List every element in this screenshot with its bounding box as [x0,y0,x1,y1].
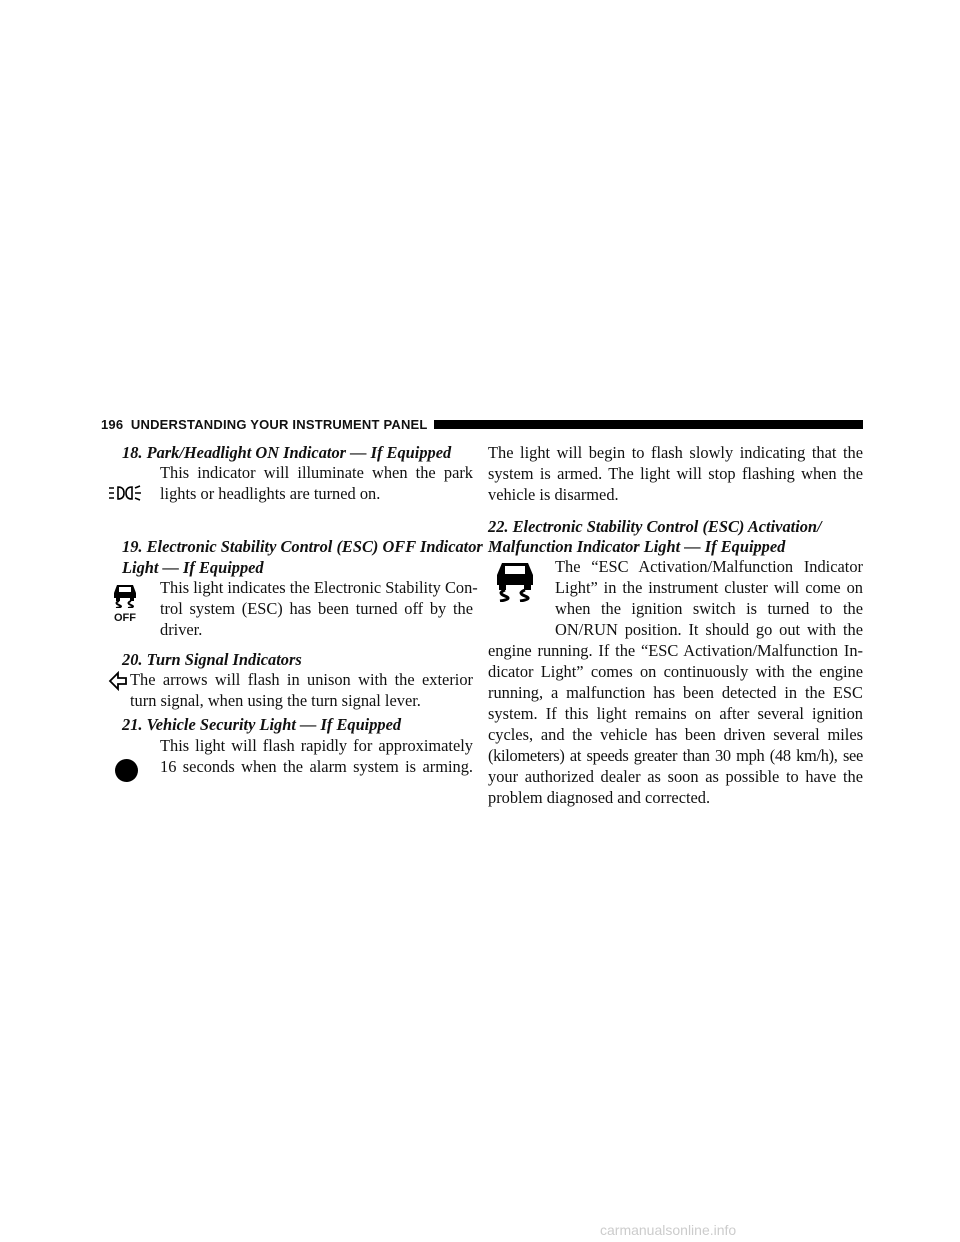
item-22-line: problem diagnosed and corrected. [488,788,711,807]
page-number: 196 [101,417,124,432]
security-light-icon [115,759,138,782]
esc-off-icon [108,582,142,624]
item-22-title: Malfunction Indicator Light — If Equipped [488,537,786,556]
item-19-title: 19. Electronic Stability Control (ESC) OFF Indicator [122,537,483,556]
item-22-line: engine running. If the “ESC Activation/Malfunction In- [488,641,863,660]
item-22-line: when the ignition switch is turned to the [555,599,863,618]
item-20-line: The arrows will flash in unison with the exterior [130,670,473,689]
item-19-line: trol system (ESC) has been turned off by the [160,599,473,618]
park-headlight-icon [108,484,142,502]
running-header-row [101,417,863,432]
item-22-line: cycles, and the vehicle has been driven several miles [488,725,863,744]
item-18-line: This indicator will illuminate when the park [160,463,473,482]
item-22-line: ON/RUN position. It should go out with the [555,620,863,639]
item-21-line: This light will flash rapidly for approximately [160,736,473,755]
item-22-line: (kilometers) at speeds greater than 30 mph (48 km/h), see [488,746,863,765]
watermark: carmanualsonline.info [600,1222,737,1238]
esc-activation-icon [493,560,537,602]
running-header [101,417,428,432]
off-label: OFF [114,612,136,624]
section-title: UNDERSTANDING YOUR INSTRUMENT PANEL [130,417,428,432]
header-rule [434,420,863,429]
item-19-line: driver. [160,620,203,639]
item-21-line: vehicle is disarmed. [488,485,619,504]
item-22-line: system. If this light remains on after several ignition [488,704,863,723]
item-19-line: This light indicates the Electronic Stability Con- [160,578,478,597]
item-22-line: dicator Light” comes on continuously with the engine [488,662,863,681]
skidding-car-icon [112,582,138,608]
item-20-line: turn signal, when using the turn signal lever. [130,691,421,710]
item-19-title: Light — If Equipped [122,558,264,577]
item-21-line: 16 seconds when the alarm system is arming. [160,757,473,776]
item-22-line: Light” in the instrument cluster will come on [555,578,863,597]
item-21-title: 21. Vehicle Security Light — If Equipped [122,715,402,734]
item-22-line: your authorized dealer as soon as possible to have the [488,767,863,786]
item-18-line: lights or headlights are turned on. [160,484,381,503]
item-20-title: 20. Turn Signal Indicators [122,650,302,669]
item-22-line: The “ESC Activation/Malfunction Indicator [555,557,863,576]
item-22-line: running, a malfunction has been detected in the ESC [488,683,863,702]
item-18-title: 18. Park/Headlight ON Indicator — If Equipped [122,443,452,462]
turn-signal-arrow-icon [108,671,128,691]
item-21-line: The light will begin to flash slowly indicating that the [488,443,863,462]
item-22-title: 22. Electronic Stability Control (ESC) Activation/ [488,517,822,536]
item-21-line: system is armed. The light will stop flashing when the [488,464,863,483]
